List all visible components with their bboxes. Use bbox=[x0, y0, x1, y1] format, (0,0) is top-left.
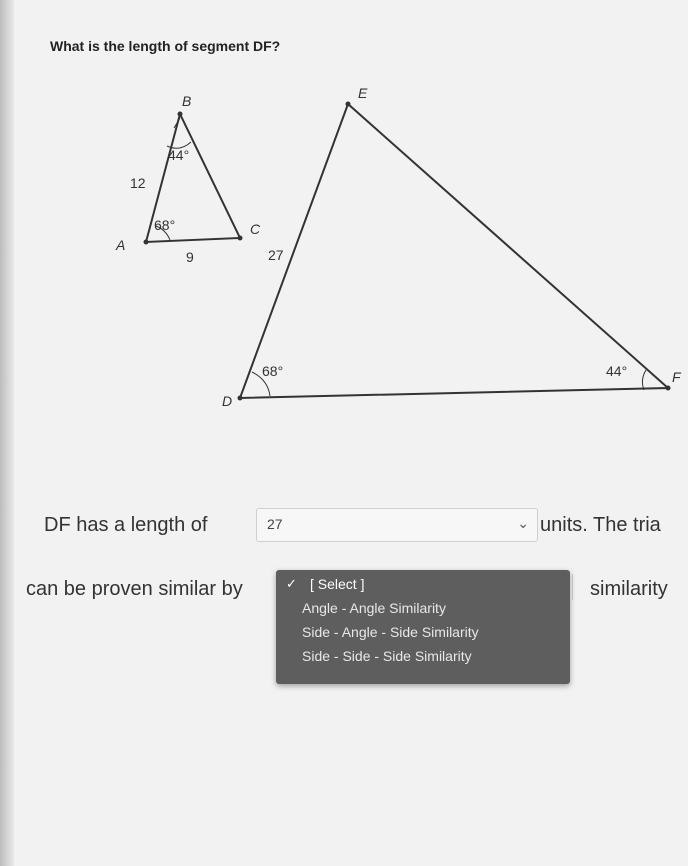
question-text: What is the length of segment DF? bbox=[50, 38, 281, 54]
similarity-select-menu[interactable] bbox=[276, 570, 570, 684]
menu-option-sas[interactable]: Side - Angle - Side Similarity bbox=[302, 624, 479, 640]
menu-option-sss[interactable]: Side - Side - Side Similarity bbox=[302, 648, 472, 664]
vertex-b-label: B bbox=[182, 93, 192, 109]
chevron-down-icon: ⌄ bbox=[517, 515, 529, 531]
check-icon: ✓ bbox=[286, 576, 297, 591]
side-de-label: 27 bbox=[268, 247, 284, 263]
vertex-e-label: E bbox=[358, 85, 368, 101]
triangle-def bbox=[240, 104, 668, 398]
length-select[interactable] bbox=[256, 508, 538, 542]
sentence1-prefix: DF has a length of bbox=[44, 514, 208, 536]
angle-f-arc bbox=[642, 370, 646, 390]
side-ac-label: 9 bbox=[186, 249, 194, 265]
length-select-value: 27 bbox=[267, 516, 283, 532]
angle-b-label: 44° bbox=[168, 147, 190, 163]
sentence1-suffix: units. The tria bbox=[540, 514, 661, 536]
sentence2-suffix: similarity bbox=[590, 578, 668, 600]
sentence2-prefix: can be proven similar by bbox=[26, 578, 243, 600]
angle-d-label: 68° bbox=[262, 363, 284, 379]
side-ab-label: 12 bbox=[130, 175, 146, 191]
angle-a-label: 68° bbox=[154, 217, 176, 233]
angle-f-label: 44° bbox=[606, 363, 628, 379]
vertex-d-label: D bbox=[222, 393, 233, 409]
menu-option-select[interactable]: [ Select ] bbox=[310, 576, 365, 592]
vertex-c-label: C bbox=[250, 221, 261, 237]
vertex-a-label: A bbox=[116, 237, 126, 253]
vertex-f-label: F bbox=[672, 369, 681, 385]
menu-option-aa[interactable]: Angle - Angle Similarity bbox=[302, 600, 446, 616]
